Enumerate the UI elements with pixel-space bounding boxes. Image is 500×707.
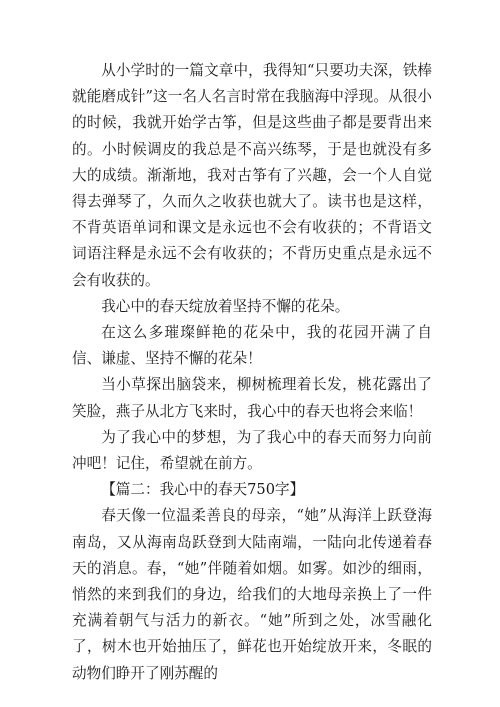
paragraph-spring-mother: 春天像一位温柔善良的母亲，“她”从海洋上跃登海南岛，又从海南岛跃登到大陆南端，一陆向北传递着春天的消息。春，“她”伴随着如烟。如雾。如沙的细雨，悄然的来到我们的身边，给我们的大地母亲换上了一件充满着朝气与活力的新衣。“她”所到之处，冰雪融化了，树木也开始抽压了，鲜花也开始绽放开来，冬眠的动物们睁开了刚苏醒的: [72, 507, 432, 682]
section-heading: 【篇二：我心中的春天750字】: [101, 481, 305, 499]
paragraph-grass-willow: 当小草探出脑袋来，柳树梳理着长发，桃花露出了笑脸，燕子从北方飞来时，我心中的春天也将会来临！: [72, 376, 432, 420]
paragraph-dream: 为了我心中的梦想，为了我心中的春天而努力向前冲吧！记住，希望就在前方。: [72, 428, 432, 473]
document-body: [72, 58, 432, 687]
paragraph-guzheng: 从小学时的一篇文章中，我得知“只要功夫深，铁棒就能磨成针”这一名人名言时常在我脑海中浮现。从很小的时候，我就开始学古筝，但是这些曲子都是要背出来的。小时候调皮的我总是不高兴练琴，于是也就没有多大的成绩。渐渐地，我对古筝有了兴趣，会一个人自觉得去弹琴了，久而久之收获也就大了。读书也是这样，不背英语单词和课文是永远也不会有收获的；不背语文词语注释是永远不会有收获的；不背历史重点是永远不会有收获的。: [72, 62, 432, 289]
paragraph-garden: 在这么多璀璨鲜艳的花朵中，我的花园开满了自信、谦虚、坚持不懈的花朵！: [72, 324, 432, 368]
paragraph-spring-flowers: 我心中的春天绽放着坚持不懈的花朵。: [101, 297, 350, 315]
